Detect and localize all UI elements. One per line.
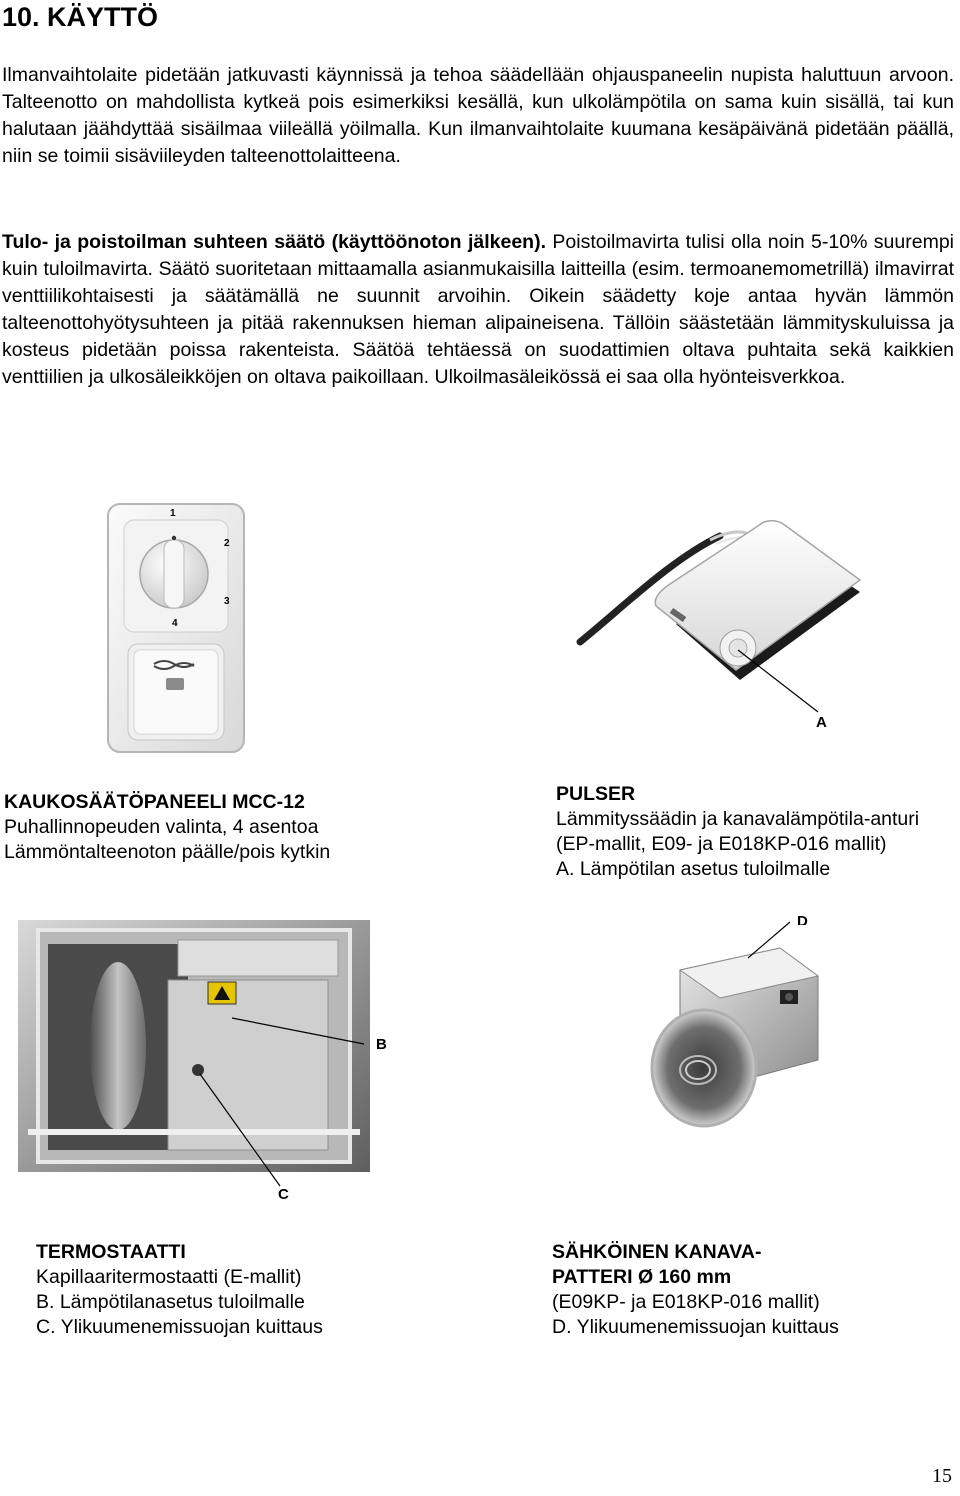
adjustment-text: Poistoilmavirta tulisi olla noin 5-10% suurempi kuin tuloilmavirta. Säätö suoritetaan mittaamalla asianmukaisilla laitteilla (esim. termoanemometrillä) ilmavirrat venttiilikohtaisesti ja säätämällä ne suunnit arvoihin. Oikein säädetty koje antaa hyvän lämmön talteenottohyötysuhteen ja pitää rakennuksen hieman alipaineisena. Tällöin säästetään lämmityskuluissa ja kosteus pidetään poissa rakenteista. Säätöä tehtäessä on suodattimien oltava puhtaita sekä kaikkien venttiilien ja ulkosäleikköjen on oltava paikoillaan. Ulkoilmasäleikössä ei saa olla hyönteisverkkoa.	[2, 231, 955, 388]
knob-mark-3: 3	[224, 596, 230, 607]
pulser-line-2: (EP-mallit, E09- ja E018KP-016 mallit)	[556, 833, 887, 855]
panel-line-1: Puhallinnopeuden valinta, 4 asentoa	[4, 816, 319, 838]
adjustment-heading: Tulo- ja poistoilman suhteen säätö (käyttöönoton jälkeen).	[2, 231, 547, 253]
knob-mark-1: 1	[170, 508, 176, 519]
pulser-line-3: A. Lämpötilan asetus tuloilmalle	[556, 858, 831, 880]
heater-title-2: PATTERI Ø 160 mm	[552, 1266, 732, 1288]
heater-title-1: SÄHKÖINEN KANAVA-	[552, 1241, 762, 1263]
thermostat-title: TERMOSTAATTI	[36, 1241, 186, 1263]
pulser-line-1: Lämmityssäädin ja kanavalämpötila-anturi	[556, 808, 920, 830]
thermostat-label-c: C	[278, 1186, 289, 1203]
heater-caption	[552, 1240, 839, 1340]
thermostat-line-1: Kapillaaritermostaatti (E-mallit)	[36, 1266, 302, 1288]
panel-title: KAUKOSÄÄTÖPANEELI MCC-12	[4, 791, 305, 813]
thermostat-caption	[36, 1240, 323, 1340]
thermostat-label-b: B	[376, 1036, 387, 1053]
intro-paragraph: Ilmanvaihtolaite pidetään jatkuvasti käynnissä ja tehoa säädellään ohjauspaneelin nupista haluttuun arvoon. Talteenotto on mahdollista kytkeä pois esimerkiksi kesällä, kun ulkolämpötila on sama kuin sisällä, tai kun halutaan jäähdyttää sisäilmaa viileällä yöilmalla. Kun ilmanvaihtolaite kuumana kesäpäivänä pidetään päällä, niin se toimii sisäviileyden talteenottolaitteena.	[2, 64, 954, 167]
thermostat-line-2: B. Lämpötilanasetus tuloilmalle	[36, 1291, 305, 1313]
page-heading: 10. KÄYTTÖ	[2, 2, 159, 32]
heater-line-2: D. Ylikuumenemissuojan kuittaus	[552, 1316, 839, 1338]
pulser-title: PULSER	[556, 783, 636, 805]
heater-line-1: (E09KP- ja E018KP-016 mallit)	[552, 1291, 820, 1313]
panel-line-2: Lämmöntalteenoton päälle/pois kytkin	[4, 841, 331, 863]
knob-mark-4: 4	[172, 618, 178, 629]
pulser-label-a: A	[816, 714, 827, 731]
knob-mark-2: 2	[224, 538, 230, 549]
thermostat-line-3: C. Ylikuumenemissuojan kuittaus	[36, 1316, 323, 1338]
heater-label-d: D	[797, 913, 808, 925]
page-number: 15	[932, 1465, 952, 1487]
